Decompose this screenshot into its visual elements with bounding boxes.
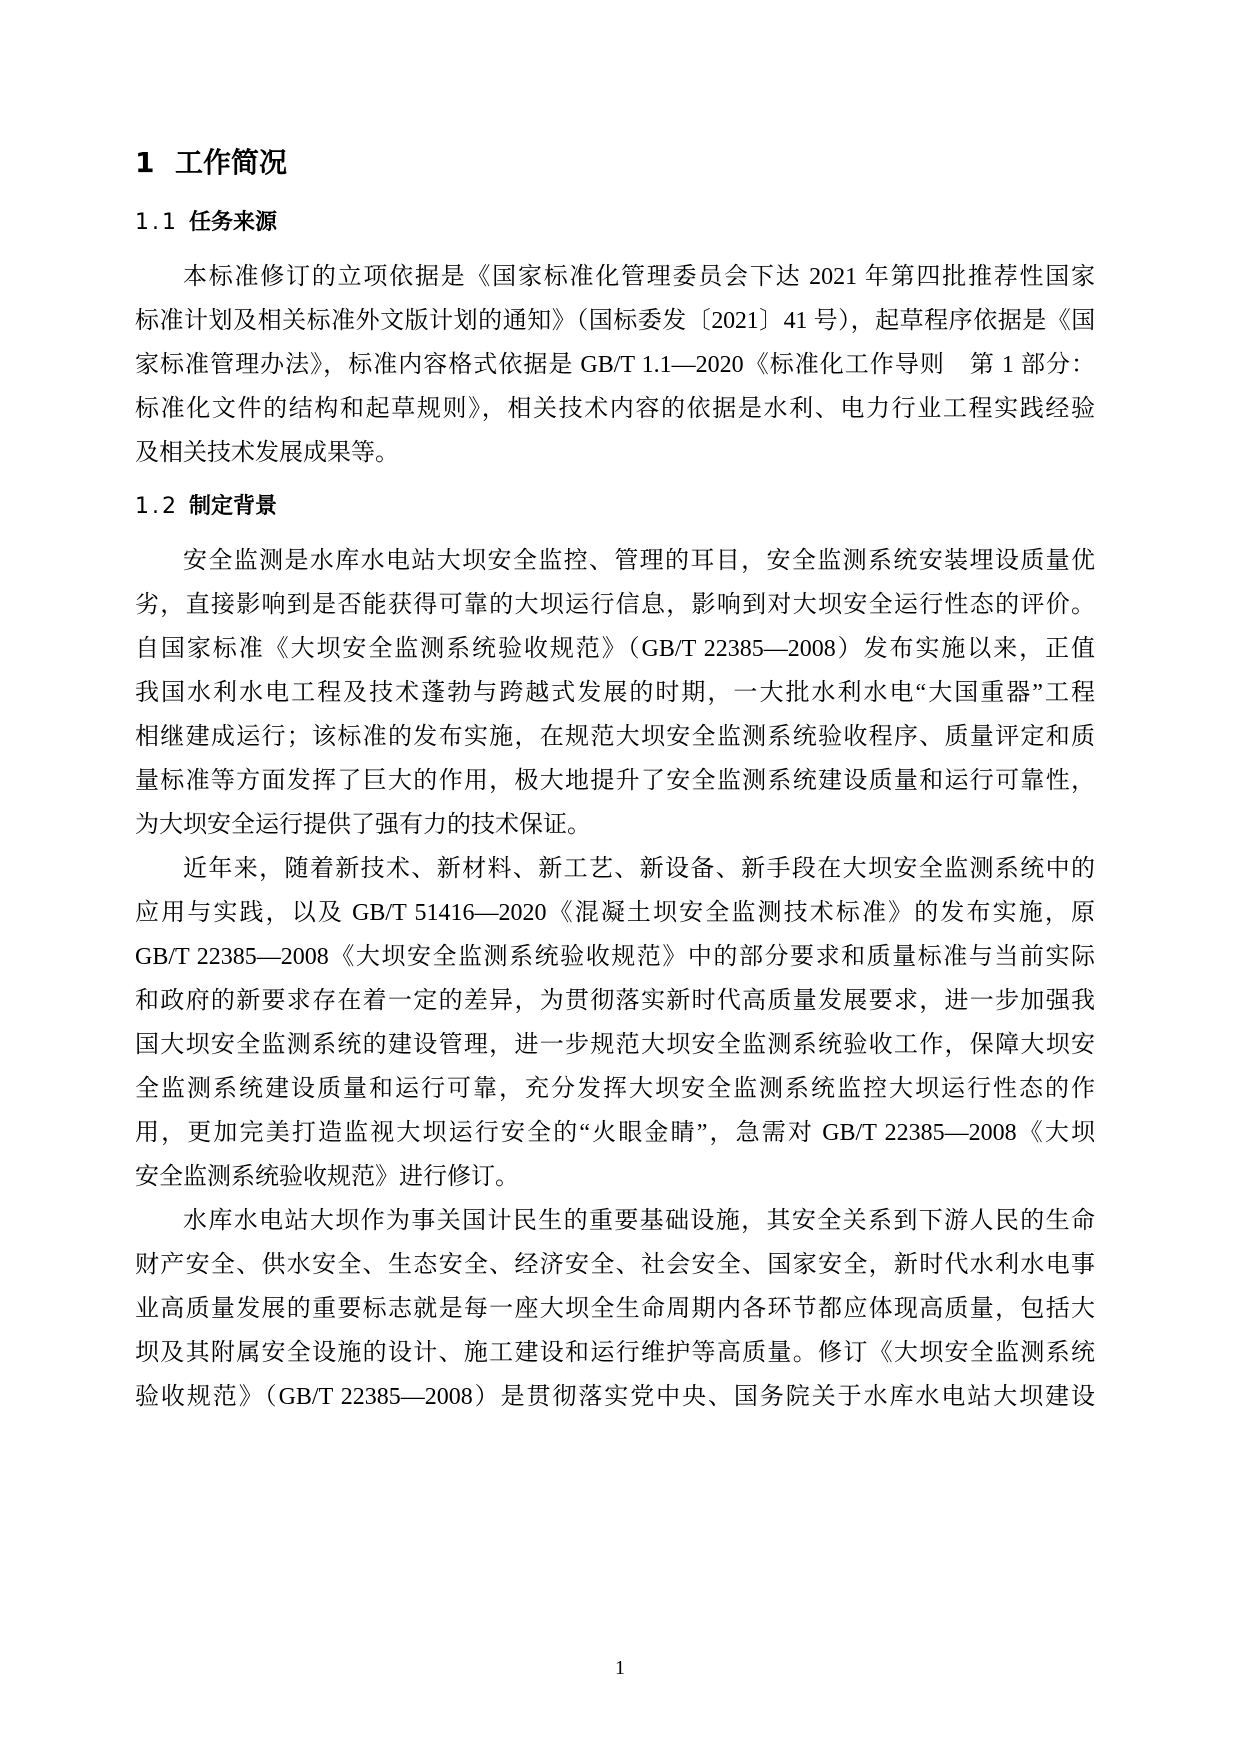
paragraph-line: 为大坝安全运行提供了强有力的技术保证。 bbox=[135, 812, 591, 838]
paragraph-line: 标准计划及相关标准外文版计划的通知》（国标委发〔2021〕41 号），起草程序依据是《国 bbox=[135, 308, 1095, 334]
paragraph-line: 水库水电站大坝作为事关国计民生的重要基础设施，其安全关系到下游人民的生命 bbox=[183, 1208, 1095, 1234]
paragraph-line: 国大坝安全监测系统的建设管理，进一步规范大坝安全监测系统验收工作，保障大坝安 bbox=[135, 1032, 1095, 1058]
paragraph-line: 劣，直接影响到是否能获得可靠的大坝运行信息，影响到对大坝安全运行性态的评价。 bbox=[135, 592, 1095, 618]
paragraph-line: 安全监测系统验收规范》进行修订。 bbox=[135, 1164, 519, 1190]
section-number: 1 bbox=[135, 146, 155, 179]
paragraph-line: 我国水利水电工程及技术蓬勃与跨越式发展的时期，一大批水利水电“大国重器”工程 bbox=[135, 680, 1095, 706]
paragraph-line: 应用与实践，以及 GB/T 51416—2020《混凝土坝安全监测技术标准》的发布实施，原 bbox=[135, 900, 1095, 926]
paragraph bbox=[135, 847, 1095, 1199]
section-heading bbox=[135, 143, 1095, 183]
subsection-heading bbox=[135, 487, 1095, 527]
subsection-number: 1.1 bbox=[135, 210, 179, 235]
page-number: 1 bbox=[615, 1657, 625, 1679]
section-title: 工作简况 bbox=[175, 146, 288, 179]
paragraph bbox=[135, 1199, 1095, 1419]
paragraph bbox=[135, 539, 1095, 847]
paragraph-line: 全监测系统建设质量和运行可靠，充分发挥大坝安全监测系统监控大坝运行性态的作 bbox=[135, 1076, 1095, 1102]
paragraph-line: 量标准等方面发挥了巨大的作用，极大地提升了安全监测系统建设质量和运行可靠性， bbox=[135, 768, 1095, 794]
paragraph-line: 相继建成运行；该标准的发布实施，在规范大坝安全监测系统验收程序、质量评定和质 bbox=[135, 724, 1095, 750]
paragraph-line: 验收规范》（GB/T 22385—2008）是贯彻落实党中央、国务院关于水库水电站大坝建设 bbox=[135, 1384, 1095, 1410]
paragraph-line: 本标准修订的立项依据是《国家标准化管理委员会下达 2021 年第四批推荐性国家 bbox=[183, 264, 1095, 290]
paragraph-line: 家标准管理办法》，标准内容格式依据是 GB/T 1.1—2020《标准化工作导则 第 1 部分： bbox=[135, 352, 1095, 378]
paragraph-line: 财产安全、供水安全、生态安全、经济安全、社会安全、国家安全，新时代水利水电事 bbox=[135, 1252, 1095, 1278]
paragraph-line: 标准化文件的结构和起草规则》，相关技术内容的依据是水利、电力行业工程实践经验 bbox=[135, 396, 1095, 422]
paragraph-line: 自国家标准《大坝安全监测系统验收规范》（GB/T 22385—2008）发布实施以来，正值 bbox=[135, 636, 1095, 662]
paragraph-line: 业高质量发展的重要标志就是每一座大坝全生命周期内各环节都应体现高质量，包括大 bbox=[135, 1296, 1095, 1322]
paragraph-line: 安全监测是水库水电站大坝安全监控、管理的耳目，安全监测系统安装埋设质量优 bbox=[183, 548, 1095, 574]
subsection-heading bbox=[135, 203, 1095, 243]
paragraph-line: 近年来，随着新技术、新材料、新工艺、新设备、新手段在大坝安全监测系统中的 bbox=[183, 856, 1095, 882]
page-body bbox=[135, 0, 1095, 1419]
paragraph-line: GB/T 22385—2008《大坝安全监测系统验收规范》中的部分要求和质量标准与当前实际 bbox=[135, 944, 1095, 970]
paragraph-line: 和政府的新要求存在着一定的差异，为贯彻落实新时代高质量发展要求，进一步加强我 bbox=[135, 988, 1095, 1014]
subsection-title: 任务来源 bbox=[189, 210, 278, 235]
subsection-number: 1.2 bbox=[135, 494, 179, 519]
paragraph bbox=[135, 255, 1095, 475]
paragraph-line: 坝及其附属安全设施的设计、施工建设和运行维护等高质量。修订《大坝安全监测系统 bbox=[135, 1340, 1095, 1366]
paragraph-line: 用，更加完美打造监视大坝运行安全的“火眼金睛”，急需对 GB/T 22385—2008《大坝 bbox=[135, 1120, 1095, 1146]
paragraph-line: 及相关技术发展成果等。 bbox=[135, 440, 399, 466]
subsection-title: 制定背景 bbox=[189, 494, 278, 519]
